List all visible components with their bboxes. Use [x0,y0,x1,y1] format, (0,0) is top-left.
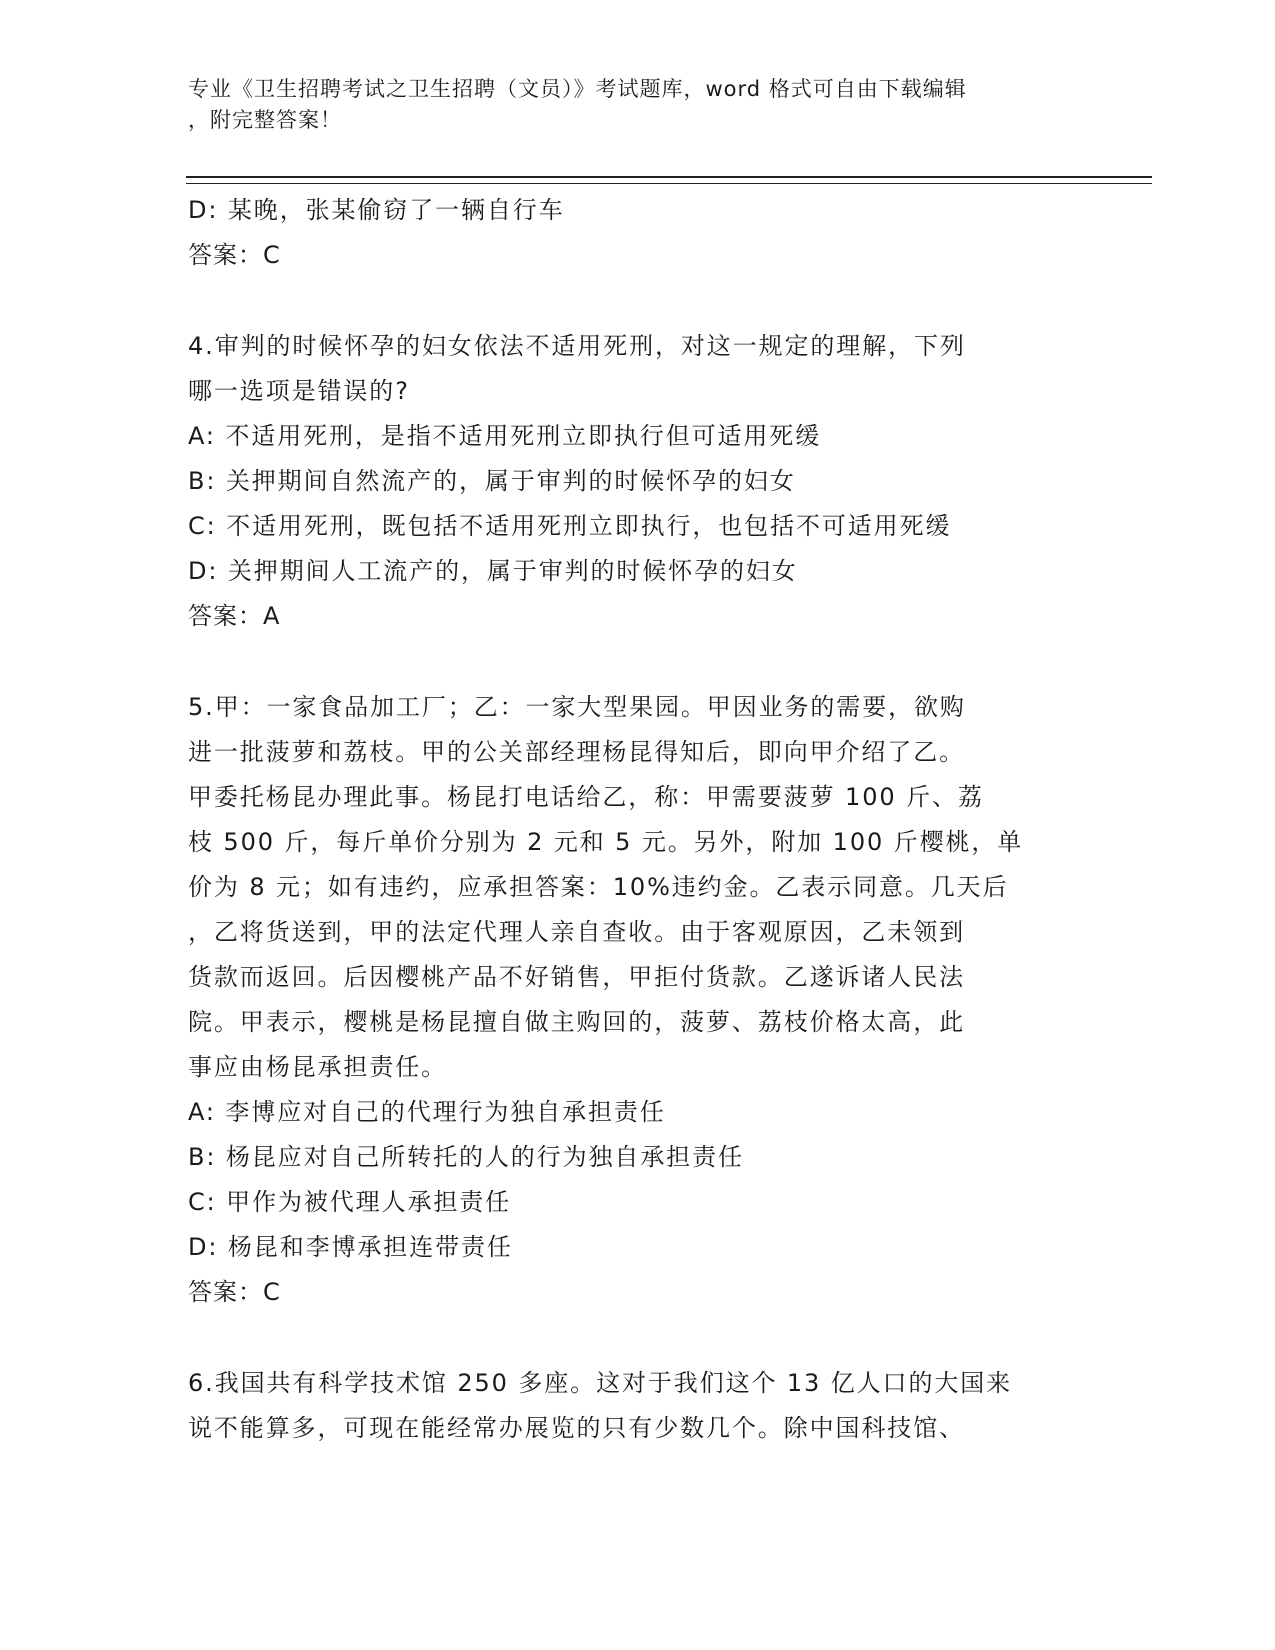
question-stem-line: 货款而返回。后因樱桃产品不好销售，甲拒付货款。乙遂诉诸人民法 [188,963,965,991]
option-a: A: 李博应对自己的代理行为独自承担责任 [188,1098,666,1126]
question-stem-line: 6.我国共有科学技术馆 250 多座。这对于我们这个 13 亿人口的大国来 [188,1369,1013,1397]
question-5 [188,685,1088,1315]
option-b: B: 杨昆应对自己所转托的人的行为独自承担责任 [188,1143,744,1171]
answer: 答案：A [188,602,281,630]
question-stem-line: ，乙将货送到，甲的法定代理人亲自查收。由于客观原因，乙未领到 [188,918,965,946]
question-stem-line: 枝 500 斤，每斤单价分别为 2 元和 5 元。另外，附加 100 斤樱桃，单 [188,828,1024,856]
question-stem-line: 甲委托杨昆办理此事。杨昆打电话给乙，称：甲需要菠萝 100 斤、荔 [188,783,984,811]
answer: 答案：C [188,1278,281,1306]
question-stem-line: 进一批菠萝和荔枝。甲的公关部经理杨昆得知后，即向甲介绍了乙。 [188,738,965,766]
header-line-1: 专业《卫生招聘考试之卫生招聘（文员）》考试题库，word 格式可自由下载编辑 [188,77,967,101]
header-line-2: ，附完整答案！ [188,108,342,132]
question-stem-line: 5.甲：一家食品加工厂；乙：一家大型果园。甲因业务的需要，欲购 [188,693,966,721]
header-divider-thin [186,183,1152,184]
option-d: D: 某晚，张某偷窃了一辆自行车 [188,196,565,224]
option-a: A: 不适用死刑，是指不适用死刑立即执行但可适用死缓 [188,422,822,450]
option-b: B: 关押期间自然流产的，属于审判的时候怀孕的妇女 [188,467,796,495]
header-divider-thick [186,176,1152,178]
document-header [188,74,1068,136]
question-6 [188,1361,1088,1451]
question-stem-line: 4.审判的时候怀孕的妇女依法不适用死刑，对这一规定的理解，下列 [188,332,966,360]
question-stem-line: 院。甲表示，樱桃是杨昆擅自做主购回的，菠萝、荔枝价格太高，此 [188,1008,965,1036]
document-body [188,188,1088,1451]
question-stem-line: 说不能算多，可现在能经常办展览的只有少数几个。除中国科技馆、 [188,1414,965,1442]
question-stem-line: 事应由杨昆承担责任。 [188,1053,447,1081]
option-c: C: 甲作为被代理人承担责任 [188,1188,512,1216]
answer: 答案：C [188,241,281,269]
question-4 [188,324,1088,639]
option-c: C: 不适用死刑，既包括不适用死刑立即执行，也包括不可适用死缓 [188,512,952,540]
question-stem-line: 哪一选项是错误的? [188,377,410,405]
question-stem-line: 价为 8 元；如有违约，应承担答案：10%违约金。乙表示同意。几天后 [188,873,1009,901]
option-d: D: 关押期间人工流产的，属于审判的时候怀孕的妇女 [188,557,798,585]
option-d: D: 杨昆和李博承担连带责任 [188,1233,513,1261]
question-3-tail [188,188,1088,278]
